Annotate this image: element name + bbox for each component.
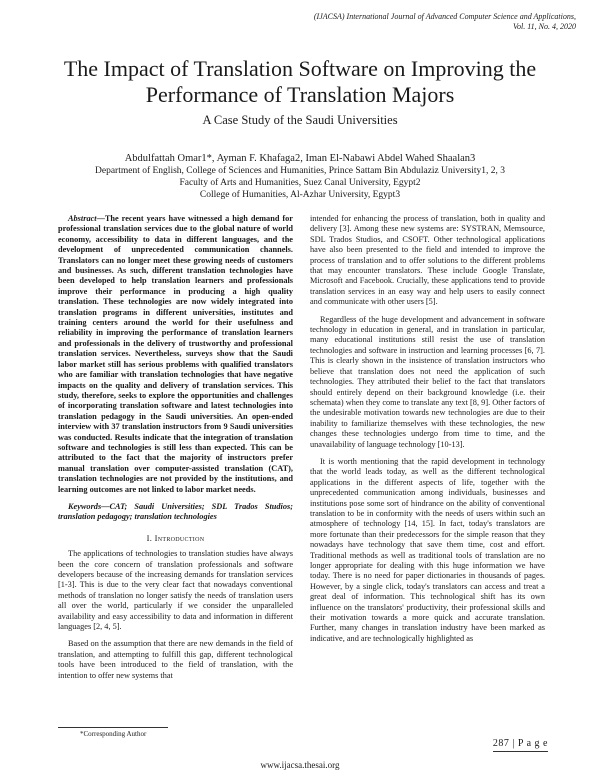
abstract: [58, 214, 293, 495]
intro-paragraph-1: The applications of technologies to translation studies have always been the core concern of translation professionals and software developers because of the increasing demands for translation services [1-3]. This is due to the very clear fact that nowadays conventional methods of translation no longer satisfy the needs of translation users all over the world, particularly if we consider the unparalleled availability and easy accessibility to data and information in different languages [2, 4, 5].: [58, 549, 293, 632]
journal-name: (IJACSA) International Journal of Advanced Computer Science and Applications,: [313, 12, 576, 21]
journal-volume: Vol. 11, No. 4, 2020: [513, 22, 576, 31]
right-paragraph-3: It is worth mentioning that the rapid development in technology that the world leads today, as well as the different technological applications in the different aspects of life, together with the unprecedented communication among individuals, businesses and institutions pose some sort of hindrance on the ability of conventional translation to be in conformity with the needs of users within such an atmosphere of technology [14, 15]. In fact, today's translators are more fortunate than their predecessors for the simple reason that they nowadays have technology that save them time, cost and effort. Traditional methods as well as traditional tools of translation are no longer appropriate for dealing with this huge information we have today. There is no need for paper dictionaries in thousands of pages. However, by a single click, today's translators can access and treat a great deal of information. This technological shift has its own influence on the translators' productivity, their professional skills and their motivation towards a more quick and accurate translation. Further, many changes in translation industry have been marked as indicative, and are technologically highlighted as: [310, 456, 545, 643]
page-number-rule: [493, 751, 548, 752]
footnote-divider: [58, 727, 168, 728]
left-column: [58, 214, 293, 688]
paper-title: The Impact of Translation Software on Improving the Performance of Translation Majors: [63, 56, 537, 107]
footnote: *Corresponding Author: [80, 730, 147, 738]
section-title: Introduction: [154, 532, 205, 543]
paper-subtitle: A Case Study of the Saudi Universities: [202, 113, 398, 127]
section-heading: [58, 533, 293, 543]
affiliation-2: Faculty of Arts and Humanities, Suez Canal University, Egypt2: [179, 178, 421, 188]
affiliation-3: College of Humanities, Al-Azhar University, Egypt3: [199, 190, 401, 200]
keywords: Keywords—CAT; Saudi Universities; SDL Trados Studios; translation pedagogy; translation technologies: [58, 501, 293, 522]
right-paragraph-1: intended for enhancing the process of translation, both in quality and delivery [3]. Among these new systems are: SYSTRAN, Memsource, SDL Trados Studios, and CSOFT. Other technological applications have also been presented to the field and intended to improve the process of translation and to offer solutions to the different problems that may encounter translators. These include Google Translate, Microsoft and Facebook. Crucially, these applications tend to provide translation services in an easy way and help users to easily connect and communicate with other users [5].: [310, 214, 545, 307]
author-names: Abdulfattah Omar1*, Ayman F. Khafaga2, Iman El-Nabawi Abdel Wahed Shaalan3: [124, 153, 476, 164]
page-number: 287 | P a g e: [492, 738, 548, 749]
running-head: [216, 12, 576, 32]
section-number: I.: [146, 532, 153, 543]
site-url: www.ijacsa.thesai.org: [260, 760, 340, 770]
abstract-label: Abstract—: [68, 214, 105, 223]
right-paragraph-2: Regardless of the huge development and advancement in software technology in education in general, and in translation in particular, many educational institutions still resist the use of translation technologies and software in instruction and learning processes [6, 7]. This is clearly shown in the insistence of translation instructors who believe that translation does not need the application of such technologies. They attributed their belief to the fact that translators should entirely depend on their background knowledge (i.e. their schemata) when they come to translate any text [8, 9]. Other factors of the undesirable motivation towards new technologies are due to their inability to familiarize themselves with these technologies, the new changes these technologies undergo from time to time, and the unavailability of language technology [10-13].: [310, 314, 545, 449]
intro-paragraph-2: Based on the assumption that there are new demands in the field of translation, and attempting to fulfill this gap, different technological tools have been introduced to the field of translation, with the intention to offer new systems that: [58, 639, 293, 680]
author-block: [24, 152, 576, 201]
abstract-text: The recent years have witnessed a high demand for professional translation services due to the global nature of world economy, accessibility to data in different languages, and the development of unprecedented communication channels. Translators can no longer meet these growing needs of customers and businesses. As such, different translation technologies have been developed to help translation learners and professionals improve their performance in producing a high quality translation. These technologies are now widely integrated into translation programs in different universities, institutes and training centers around the world for their usefulness and reliability in improving the performance of translation learners and professionals in the delivery of trustworthy and professional translation services. Nevertheless, surveys show that the Saudi labor market still has serious problems with qualified translators who are familiar with translation technologies that have negative impacts on the quality and delivery of translation services. This study, therefore, seeks to explore the opportunities and challenges of incorporating translation software and latest technologies into translation pedagogy in the Saudi universities. An open-ended interview with 37 translation instructors from 9 Saudi universities was conducted. Results indicate that the integration of translation software and technologies is still less than expected. This can be attributed to the fact that the majority of instructors prefer manual translation over computer-assisted translation (CAT), translation technologies are not provided by the institutions, and learning outcomes are not linked to labor market needs.: [58, 214, 293, 494]
affiliation-1: Department of English, College of Sciences and Humanities, Prince Sattam Bin Abdulaziz University1, 2, 3: [95, 166, 505, 176]
right-column: [310, 214, 545, 651]
